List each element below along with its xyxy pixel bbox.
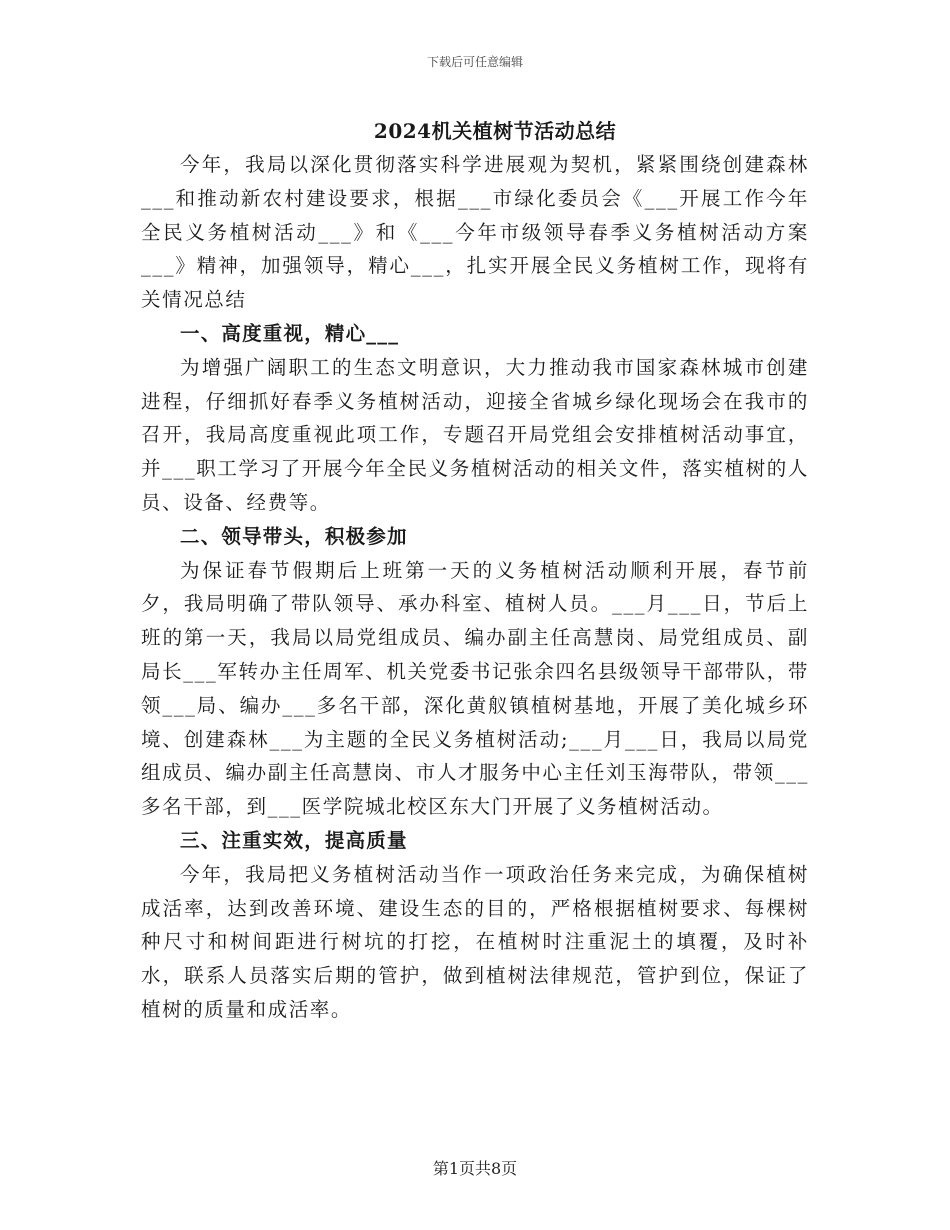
document-body [141,148,809,1027]
section-heading-3: 三、注重实效，提高质量 [180,828,408,852]
section-heading-1: 一、高度重视，精心___ [180,321,400,345]
section-heading-2: 二、领导带头，积极参加 [180,524,408,548]
section-body-3: 今年，我局把义务植树活动当作一项政治任务来完成，为确保植树成活率，达到改善环境、建设生态的目的，严格根据植树要求、每棵树种尺寸和树间距进行树坑的打挖，在植树时注重泥土的填覆，及时补水，联系人员落实后期的管护，做到植树法律规范，管护到位，保证了植树的质量和成活率。 [141,862,809,1021]
page-header-note: 下载后可任意编辑 [426,55,523,69]
section-body-2: 为保证春节假期后上班第一天的义务植树活动顺利开展，春节前夕，我局明确了带队领导、承办科室、植树人员。___月___日，节后上班的第一天，我局以局党组成员、编办副主任高慧岗、局党组成员、副局长___军转办主任周军、机关党委书记张余四名县级领导干部带队，带领___局、编办___多名干部，深化黄舣镇植树基地，开展了美化城乡环境、创建森林___为主题的全民义务植树活动;___月___日，我局以局党组成员、编办副主任高慧岗、市人才服务中心主任刘玉海带队，带领___多名干部，到___医学院城北校区东大门开展了义务植树活动。 [141,558,809,819]
document-title: 2024机关植树节活动总结 [373,119,617,143]
section-body-1: 为增强广阔职工的生态文明意识，大力推动我市国家森林城市创建进程，仔细抓好春季义务植树活动，迎接全省城乡绿化现场会在我市的召开，我局高度重视此项工作，专题召开局党组会安排植树活动事宜，并___职工学习了开展今年全民义务植树活动的相关文件，落实植树的人员、设备、经费等。 [141,355,809,514]
intro-paragraph: 今年，我局以深化贯彻落实科学进展观为契机，紧紧围绕创建森林___和推动新农村建设要求，根据___市绿化委员会《___开展工作今年全民义务植树活动___》和《___今年市级领导春季义务植树活动方案___》精神，加强领导，精心___，扎实开展全民义务植树工作，现将有关情况总结 [141,153,809,312]
page-number: 第1页共8页 [432,1159,518,1178]
